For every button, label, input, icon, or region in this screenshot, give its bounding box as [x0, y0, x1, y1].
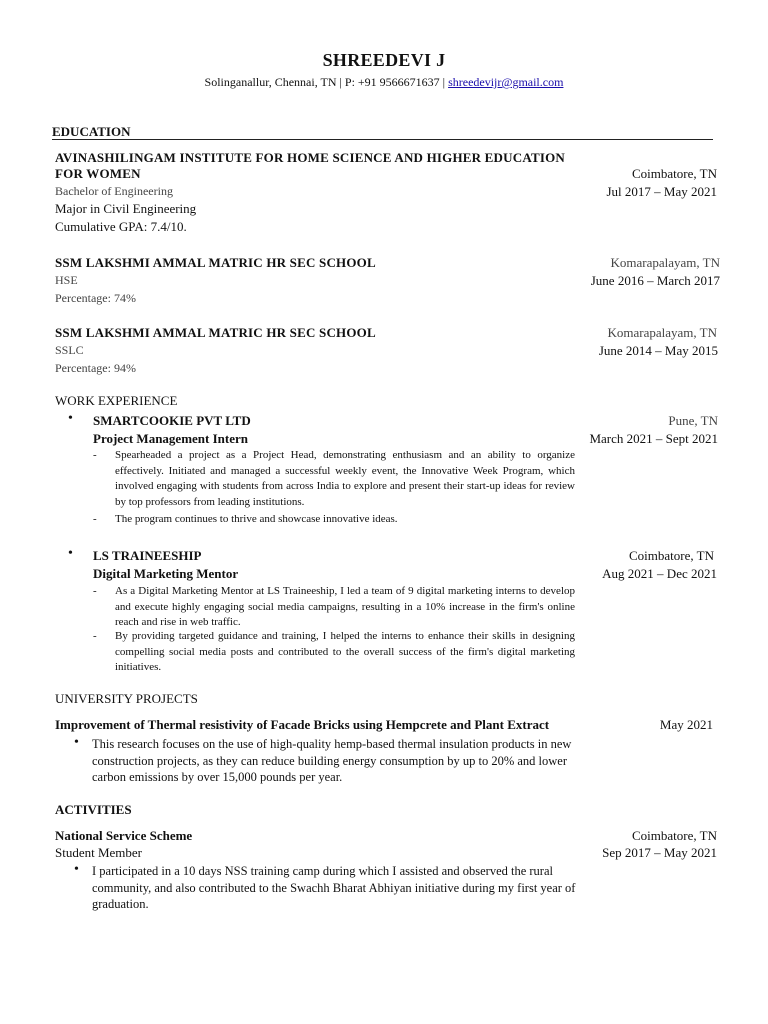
dash-icon: - [93, 513, 97, 525]
contact-line [0, 75, 768, 90]
education-location: Komarapalayam, TN [610, 255, 720, 270]
education-degree: Bachelor of Engineering [55, 184, 173, 198]
work-location: Coimbatore, TN [629, 548, 714, 563]
bullet-icon: • [68, 411, 73, 426]
education-heading: EDUCATION [52, 124, 131, 139]
education-institution: SSM LAKSHMI AMMAL MATRIC HR SEC SCHOOL [55, 325, 376, 340]
activities-heading: ACTIVITIES [55, 802, 132, 817]
work-point: As a Digital Marketing Mentor at LS Traineeship, I led a team of 9 digital marketing interns to develop and execute highly engaging social media campaigns, resulting in a 10% increase in the firm's online reach and rise in web traffic. [115, 585, 575, 628]
contact-details: Solinganallur, Chennai, TN | P: +91 9566671637 | [204, 75, 446, 89]
education-institution: AVINASHILINGAM INSTITUTE FOR HOME SCIENCE AND HIGHER EDUCATION [55, 150, 565, 165]
education-gpa: Cumulative GPA: 7.4/10. [55, 219, 187, 234]
work-point: The program continues to thrive and showcase innovative ideas. [115, 513, 398, 525]
education-level: SSLC [55, 343, 84, 357]
education-dates: June 2014 – May 2015 [598, 343, 718, 358]
dash-icon: - [93, 449, 97, 461]
work-point: By providing targeted guidance and training, I helped the interns to enhance their skills in designing compelling social media posts and contributed to the overall success of the firm's digital marketing initiatives. [115, 630, 575, 673]
education-score: Percentage: 94% [55, 361, 136, 375]
activity-location: Coimbatore, TN [632, 828, 717, 843]
activity-dates: Sep 2017 – May 2021 [602, 845, 717, 860]
work-dates: Aug 2021 – Dec 2021 [602, 566, 717, 581]
activity-title: National Service Scheme [55, 828, 193, 843]
project-date: May 2021 [659, 717, 713, 732]
education-major: Major in Civil Engineering [55, 201, 197, 216]
education-level: HSE [55, 273, 78, 287]
activity-role: Student Member [55, 845, 143, 860]
work-location: Pune, TN [668, 413, 718, 428]
work-heading: WORK EXPERIENCE [55, 393, 178, 408]
education-institution: SSM LAKSHMI AMMAL MATRIC HR SEC SCHOOL [55, 255, 376, 270]
education-location: Coimbatore, TN [632, 166, 717, 181]
work-point: Spearheaded a project as a Project Head, demonstrating enthusiasm and an ability to organize effectively. Initiated and managed a successful weekly event, the Innovative Week Program, which involved engaging with students from across India to explore and present their start-up ideas for review by top professors from leading institutions. [115, 449, 575, 508]
bullet-icon: • [68, 546, 73, 561]
email-link[interactable]: shreedevijr@gmail.com [448, 75, 564, 89]
bullet-icon: • [74, 735, 79, 750]
work-role: Digital Marketing Mentor [93, 566, 239, 581]
work-role: Project Management Intern [93, 431, 248, 446]
project-title: Improvement of Thermal resistivity of Facade Bricks using Hempcrete and Plant Extract [55, 717, 550, 732]
education-score: Percentage: 74% [55, 291, 136, 305]
work-company: LS TRAINEESHIP [93, 548, 202, 563]
education-dates: Jul 2017 – May 2021 [606, 184, 717, 199]
bullet-icon: • [74, 862, 79, 877]
education-dates: June 2016 – March 2017 [590, 273, 720, 288]
dash-icon: - [93, 630, 97, 642]
projects-heading: UNIVERSITY PROJECTS [55, 691, 198, 706]
project-point: This research focuses on the use of high-quality hemp-based thermal insulation products in new construction projects, as they can reduce building energy consumption by up to 20% and lower carbon emissions by over 15,000 pounds per year. [92, 737, 572, 784]
work-dates: March 2021 – Sept 2021 [589, 431, 718, 446]
dash-icon: - [93, 585, 97, 597]
education-institution-cont: FOR WOMEN [55, 166, 141, 181]
activity-point: I participated in a 10 days NSS training camp during which I assisted and observed the rural community, and also contributed to the Swachh Bharat Abhiyan initiative during my first year of graduation. [92, 864, 576, 911]
section-divider [52, 139, 713, 140]
work-company: SMARTCOOKIE PVT LTD [93, 413, 251, 428]
education-location: Komarapalayam, TN [607, 325, 717, 340]
resume-name: SHREEDEVI J [322, 50, 446, 70]
